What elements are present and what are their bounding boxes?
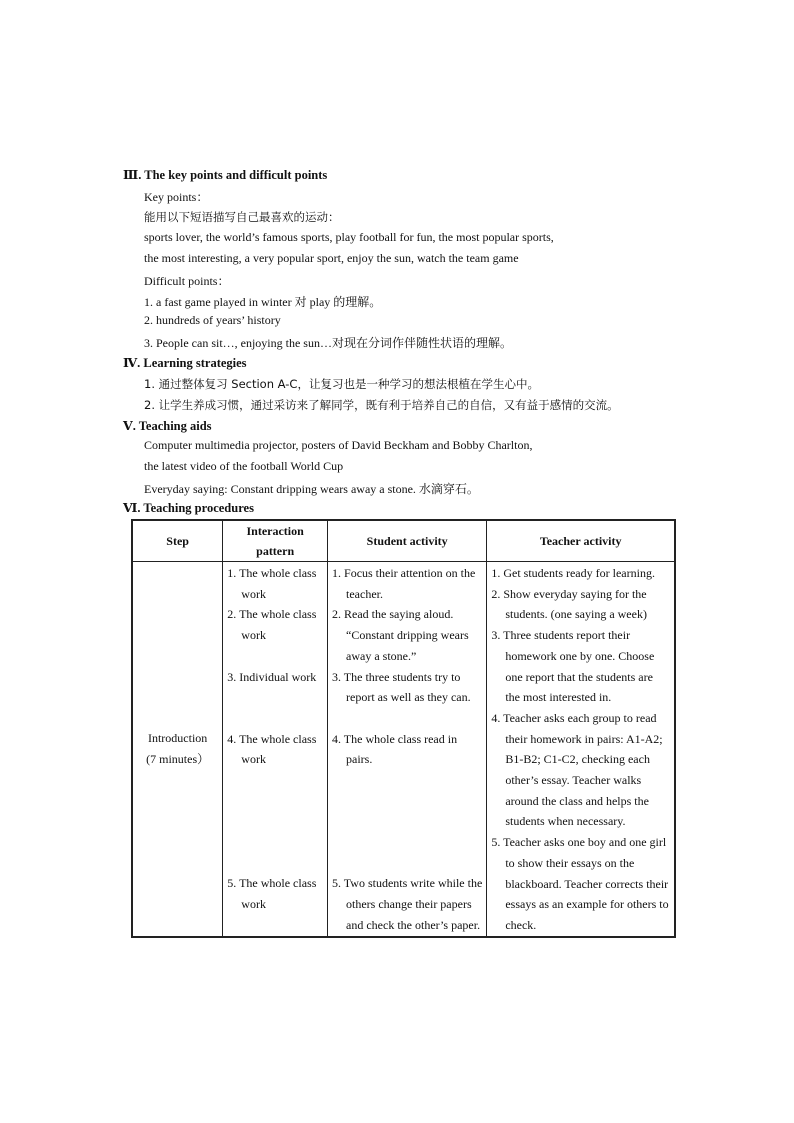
- interaction-item-4: 4. The whole class work: [227, 731, 317, 767]
- teacher-item-3: 3. Three students report their homework one by one. Choose one report that the students are the most interested in.: [491, 628, 655, 705]
- student-item-4: 4. The whole class read in pairs.: [332, 731, 458, 767]
- step-name: Introduction: [147, 730, 208, 745]
- difficult-point-3: 3. People can sit…, enjoying the sun…对现在分词作伴随性状语的理解。: [144, 336, 512, 350]
- everyday-saying: Everyday saying: Constant dripping wears away a stone. 水滴穿石。: [144, 482, 479, 496]
- teacher-item-5: 5. Teacher asks one boy and one girl to show their essays on the blackboard. Teacher corrects their essays as an example for others to check.: [491, 835, 669, 932]
- difficult-points-label: Difficult points：: [144, 274, 230, 288]
- teaching-aids-heading: Ⅴ. Teaching aids: [123, 419, 212, 433]
- teacher-item-4: 4. Teacher asks each group to read their homework in pairs: A1-A2; B1-B2; C1-C2, checking each other’s essay. Teacher walks around the class and helps the students when necessary.: [491, 710, 663, 829]
- header-student-activity: Student activity: [328, 520, 487, 562]
- learning-strategies-heading: Ⅳ. Learning strategies: [123, 356, 247, 370]
- key-points-phrases-2: the most interesting, a very popular sport, enjoy the sun, watch the team game: [144, 251, 519, 265]
- difficult-point-2: 2. hundreds of years’ history: [144, 313, 281, 327]
- header-teacher-activity: Teacher activity: [487, 520, 675, 562]
- interaction-item-1: 1. The whole class work: [227, 566, 317, 601]
- interaction-item-2: 2. The whole class work: [227, 607, 317, 643]
- learning-strategy-2: 2. 让学生养成习惯，通过采访来了解同学，既有利于培养自己的自信，又有益于感情的交流。: [144, 398, 619, 412]
- key-points-intro: 能用以下短语描写自己最喜欢的运动：: [144, 210, 340, 224]
- teaching-aids-line-1: Computer multimedia projector, posters of David Beckham and Bobby Charlton,: [144, 438, 533, 452]
- learning-strategy-1: 1. 通过整体复习 Section A-C，让复习也是一种学习的想法根植在学生心中。: [144, 377, 539, 391]
- student-item-2: 2. Read the saying aloud. “Constant dripping wears away a stone.”: [332, 607, 469, 663]
- teacher-item-1: 1. Get students ready for learning.: [491, 566, 655, 580]
- step-time: (7 minutes）: [146, 751, 210, 766]
- key-points-heading: Ⅲ. The key points and difficult points: [123, 168, 328, 182]
- header-interaction-pattern: Interaction pattern: [223, 520, 328, 562]
- header-step: Step: [132, 520, 223, 562]
- teaching-procedures-heading: Ⅵ. Teaching procedures: [123, 501, 254, 515]
- teacher-column: [487, 562, 675, 937]
- difficult-point-1: 1. a fast game played in winter 对 play 的理解。: [144, 295, 382, 309]
- step-cell: [132, 562, 223, 937]
- interaction-item-3: 3. Individual work: [227, 669, 317, 684]
- student-item-3: 3. The three students try to report as well as they can.: [332, 669, 471, 705]
- teacher-item-2: 2. Show everyday saying for the students. (one saying a week): [491, 586, 647, 622]
- key-points-phrases-1: sports lover, the world’s famous sports, play football for fun, the most popular sports,: [144, 230, 554, 244]
- student-column: [328, 562, 487, 937]
- key-points-label: Key points：: [144, 190, 209, 204]
- interaction-column: [223, 562, 328, 937]
- teaching-procedures-table: [131, 519, 676, 938]
- teaching-aids-line-2: the latest video of the football World Cup: [144, 459, 344, 473]
- student-item-1: 1. Focus their attention on the teacher.: [332, 566, 476, 601]
- student-item-5: 5. Two students write while the others change their papers and check the other’s paper.: [332, 876, 483, 932]
- table-row: [132, 562, 675, 937]
- interaction-item-5: 5. The whole class work: [227, 876, 317, 912]
- table-header-row: [132, 520, 675, 562]
